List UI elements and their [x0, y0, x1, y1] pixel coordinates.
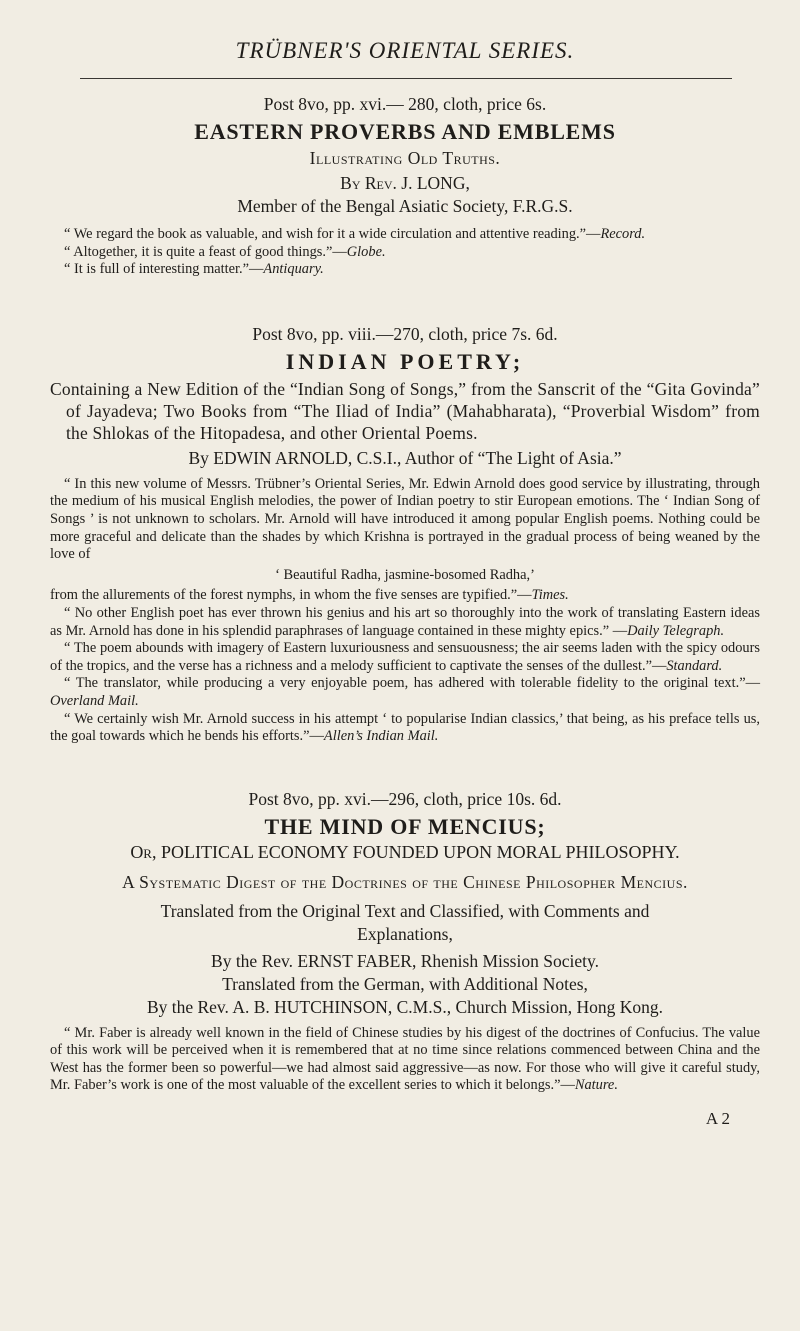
book-title: EASTERN PROVERBS AND EMBLEMS	[194, 119, 616, 144]
book-description: Containing a New Edition of the “Indian Song of Songs,” from the Sanscrit of the “Gita Govinda” of Jayadeva; Two Books from “The Iliad of India” (Mahabharata), “Proverbial Wisdom” from the Shlokas of the Hitopadesa, and other Oriental Poems.	[50, 378, 760, 443]
review-quote: “ The poem abounds with imagery of Eastern luxuriousness and sensuousness; the air seems laden with the spicy odours of the tropics, and the verse has a richness and a melody sufficient to captivate the senses of the dullest.”—Standard.	[50, 640, 760, 674]
review-quote: “ We certainly wish Mr. Arnold success in his attempt ‘ to popularise Indian classics,’ that being, as his preface tells us, the goal towards which he bends his efforts.”—Allen’s Indian Mail.	[50, 710, 760, 745]
book-subtitle: Illustrating Old Truths.	[309, 148, 501, 168]
entry-eastern-proverbs	[50, 93, 760, 279]
review-quote: from the allurements of the forest nymphs, in whom the five senses are typified.”—Times.	[50, 587, 569, 604]
book-subtitle: A Systematic Digest of the Doctrines of the Chinese Philosopher Mencius.	[122, 871, 688, 892]
review-quote: “ Altogether, it is quite a feast of good things.”—Globe.	[64, 243, 386, 260]
reviews	[50, 476, 760, 746]
translator-line: By the Rev. A. B. HUTCHINSON, C.M.S., Church Mission, Hong Kong.	[146, 996, 664, 1017]
review-quote: “ No other English poet has ever thrown his genius and his art so thoroughly into the work of translating Eastern ideas as Mr. Arnold has done in his splendid paraphrases of language contained in these mighty epics.” —Daily Telegraph.	[50, 604, 760, 639]
translation-note: Translated from the Original Text and Classified, with Comments and Explanations,	[160, 900, 650, 944]
review-quote: “ Mr. Faber is already well known in the field of Chinese studies by his digest of the doctrines of Confucius. The value of this work will be perceived when it is remembered that at no time since relations commenced between China and the West has the former been so powerful—we had almost said aggressive—as now. For those who will give it careful study, Mr. Faber’s work is one of the most valuable of the excellent series to which it belongs.”—Nature.	[50, 1024, 760, 1094]
book-title: INDIAN POETRY;	[285, 348, 525, 374]
running-head: TRÜBNER'S ORIENTAL SERIES.	[235, 38, 575, 63]
translation-note: Translated from the German, with Additional Notes,	[222, 973, 588, 994]
author-line: By EDWIN ARNOLD, C.S.I., Author of “The Light of Asia.”	[188, 447, 622, 468]
author-line: By Rev. J. LONG,	[340, 173, 470, 193]
author-line: By the Rev. ERNST FABER, Rhenish Mission Society.	[211, 950, 599, 971]
publication-details: Post 8vo, pp. xvi.—296, cloth, price 10s. 6d.	[248, 788, 562, 809]
review-quote: “ The translator, while producing a very enjoyable poem, has adhered with tolerable fidelity to the original text.”—Overland Mail.	[50, 675, 760, 709]
header-rule	[80, 78, 732, 79]
publication-details: Post 8vo, pp. xvi.— 280, cloth, price 6s.	[263, 94, 547, 114]
publication-details: Post 8vo, pp. viii.—270, cloth, price 7s. 6d.	[252, 323, 558, 344]
review-quote: “ In this new volume of Messrs. Trübner’s Oriental Series, Mr. Edwin Arnold does good service by illustrating, through the medium of his musical English melodies, the power of Indian poetry to stir European emotions. The ‘ Indian Song of Songs ’ is not unknown to scholars. Mr. Arnold will have introduced it among popular English poems. Nothing could be more graceful and delicate than the shades by which Krishna is portrayed in the gradual process of being weaned by the love of	[50, 475, 760, 563]
entry-indian-poetry	[50, 323, 760, 746]
quoted-verse: ‘ Beautiful Radha, jasmine-bosomed Radha,’	[275, 566, 535, 583]
review-quote: “ We regard the book as valuable, and wish for it a wide circulation and attentive reading.”—Record.	[64, 226, 646, 242]
signature-mark: A 2	[705, 1109, 730, 1129]
book-title: THE MIND OF MENCIUS;	[264, 813, 546, 839]
reviews	[50, 1025, 760, 1095]
review-quote: “ It is full of interesting matter.”—Antiquary.	[64, 261, 324, 278]
alternative-title: Or, POLITICAL ECONOMY FOUNDED UPON MORAL PHILOSOPHY.	[130, 841, 680, 862]
author-affiliation: Member of the Bengal Asiatic Society, F.R.G.S.	[237, 196, 573, 216]
entry-mind-of-mencius	[50, 788, 760, 1095]
reviews	[50, 226, 760, 279]
